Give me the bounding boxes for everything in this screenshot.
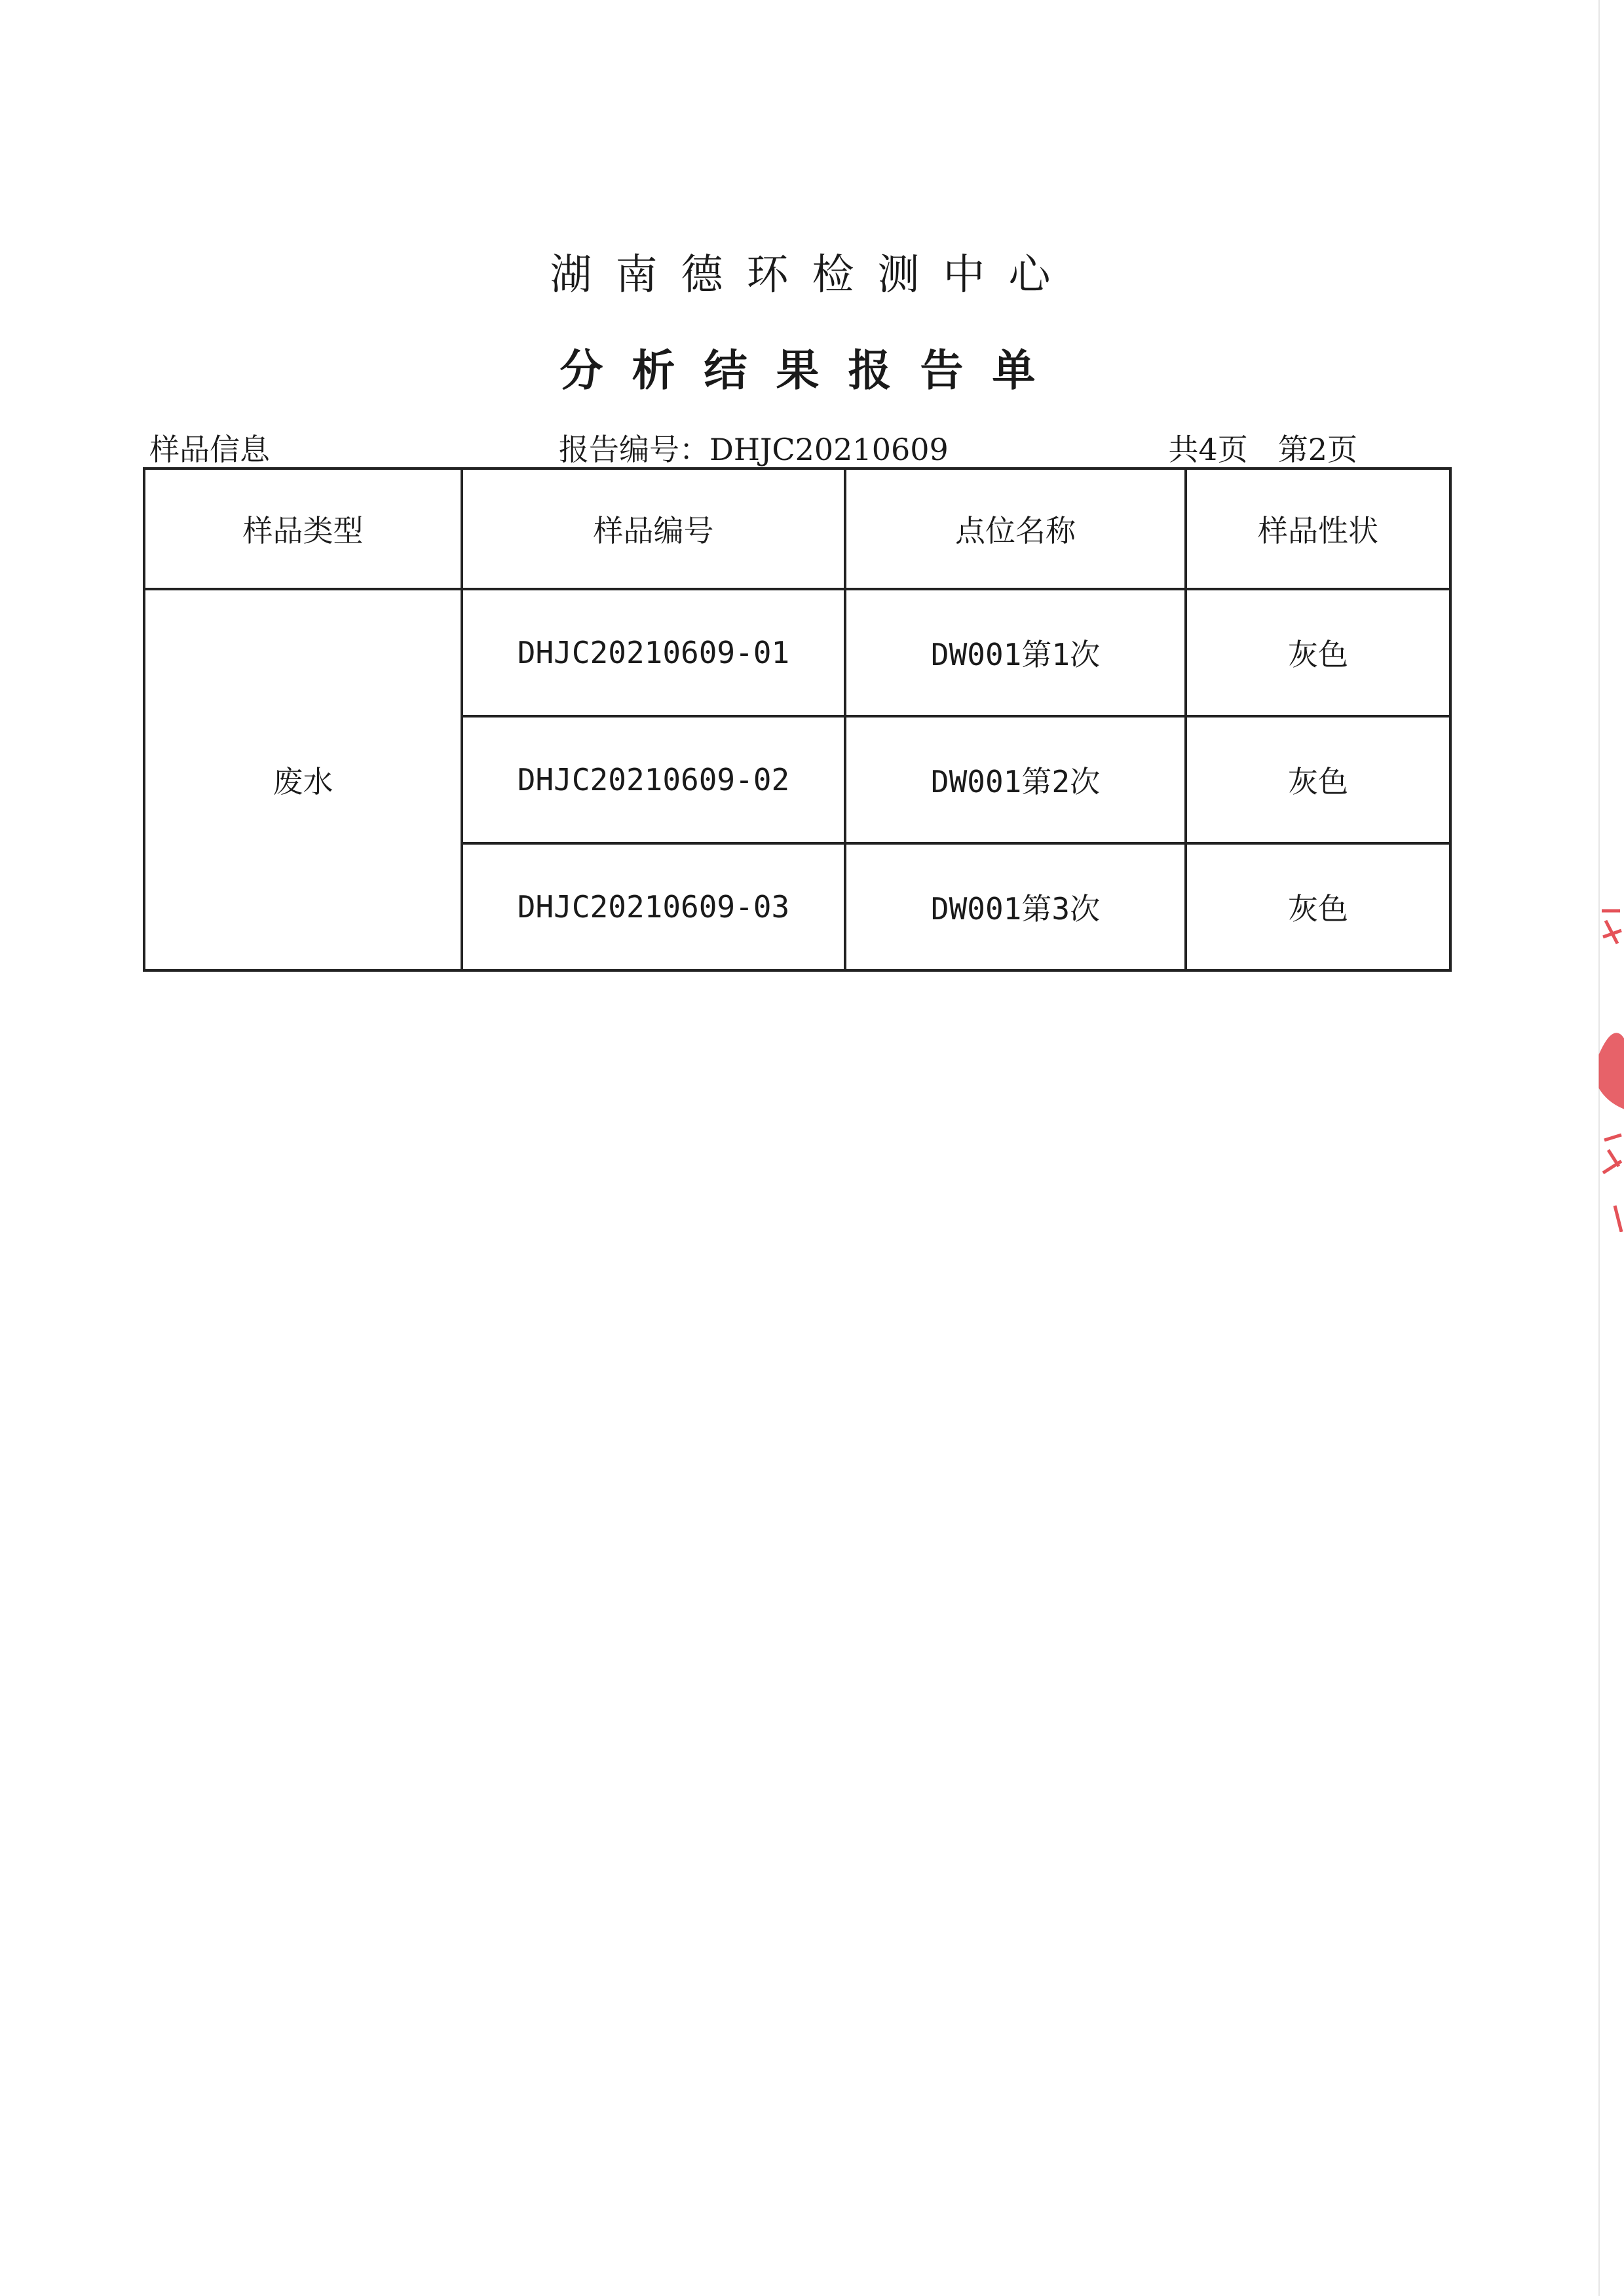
report-number bbox=[559, 426, 949, 469]
location-cell: DW001第1次 bbox=[845, 589, 1186, 716]
document-title: 分析结果报告单 bbox=[559, 345, 1065, 396]
report-number-label: 报告编号： bbox=[559, 432, 709, 467]
header-location: 点位名称 bbox=[845, 469, 1186, 589]
page-info: 共4页 第2页 bbox=[1168, 432, 1357, 467]
sample-id-cell: DHJC20210609-03 bbox=[462, 843, 845, 970]
appearance-cell: 灰色 bbox=[1186, 589, 1450, 716]
sample-id-cell: DHJC20210609-01 bbox=[462, 589, 845, 716]
location-cell: DW001第3次 bbox=[845, 843, 1186, 970]
seal-stamp-fragment bbox=[1589, 891, 1624, 1232]
info-row bbox=[149, 426, 1449, 465]
appearance-cell: 灰色 bbox=[1186, 843, 1450, 970]
appearance-cell: 灰色 bbox=[1186, 716, 1450, 843]
sample-info-table bbox=[143, 467, 1452, 972]
location-cell: DW001第2次 bbox=[845, 716, 1186, 843]
table-header-row bbox=[144, 469, 1450, 589]
header-appearance: 样品性状 bbox=[1186, 469, 1450, 589]
sample-type-cell: 废水 bbox=[144, 589, 462, 970]
report-number-value: DHJC20210609 bbox=[709, 432, 949, 467]
organization-title: 湖南德环检测中心 bbox=[550, 251, 1074, 299]
sample-id-cell: DHJC20210609-02 bbox=[462, 716, 845, 843]
seal-stamp-icon bbox=[1589, 891, 1624, 1232]
header-sample-id: 样品编号 bbox=[462, 469, 845, 589]
header-sample-type: 样品类型 bbox=[144, 469, 462, 589]
section-label: 样品信息 bbox=[149, 432, 270, 467]
table-row bbox=[144, 589, 1450, 716]
